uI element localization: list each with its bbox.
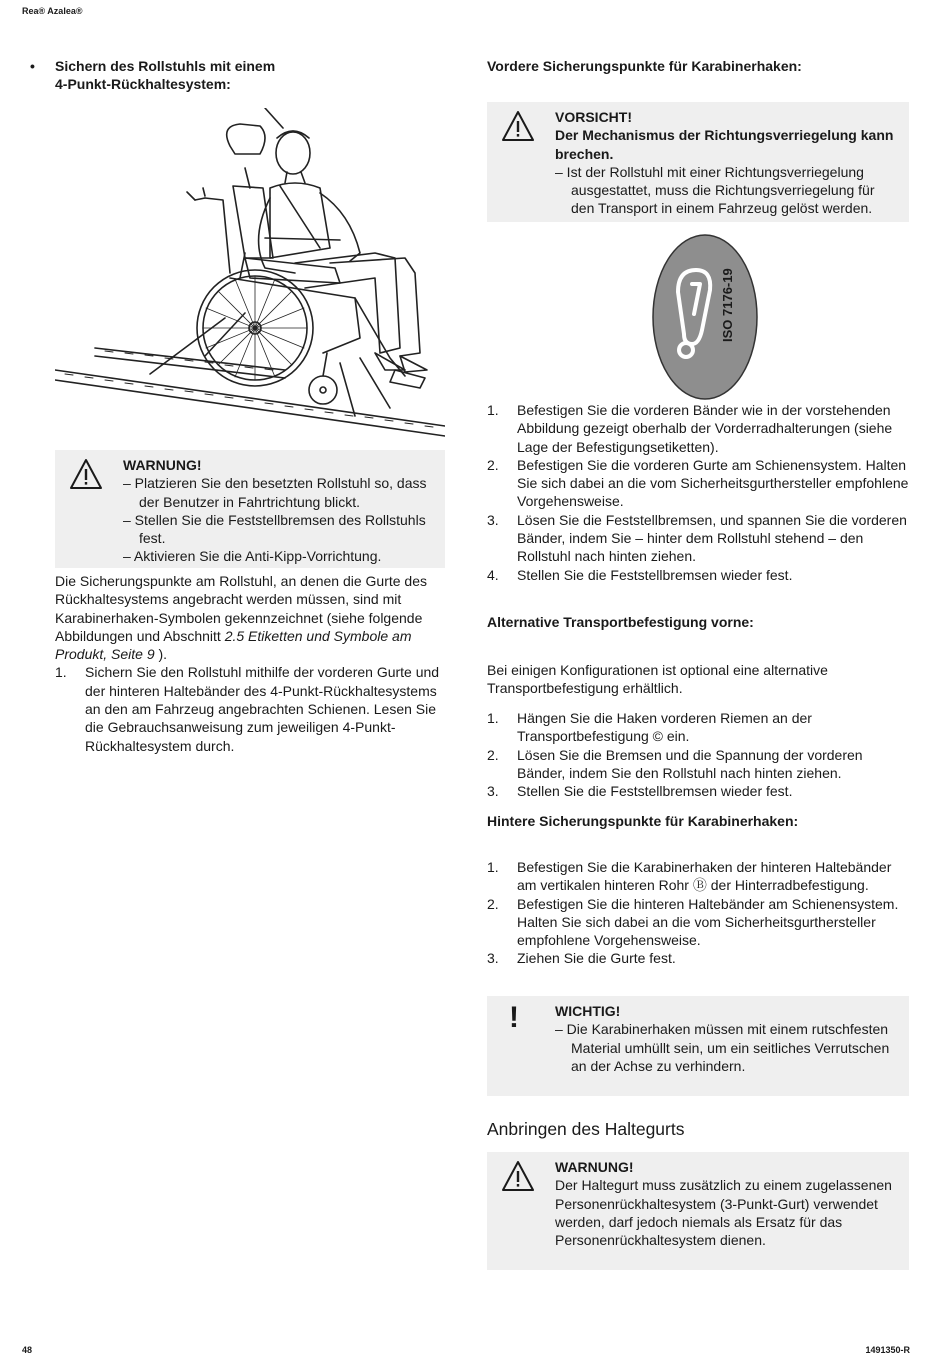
- exclamation-icon: !: [509, 1001, 519, 1034]
- warning-item: – Aktivieren Sie die Anti-Kipp-Vorrichtung.: [123, 548, 382, 565]
- front-points-heading: Vordere Sicherungspunkte für Karabinerhaken:: [487, 58, 802, 74]
- alt-transport-heading: Alternative Transportbefestigung vorne:: [487, 614, 754, 630]
- warning-box-belt: [487, 1152, 909, 1270]
- belt-section-heading: Anbringen des Haltegurts: [487, 1119, 685, 1139]
- bullet-symbol: •: [30, 58, 35, 74]
- warning-item: – Platzieren Sie den besetzten Rollstuhl so, dass der Benutzer in Fahrtrichtung blickt.: [123, 475, 427, 510]
- left-steps-list: [55, 663, 445, 754]
- list-item: 1. Befestigen Sie die Karabinerhaken der hinteren Haltebänder am vertikalen hinteren Rohr Ⓑ der Hinterradbefestigung.: [487, 859, 892, 894]
- warning-triangle-icon: [501, 1160, 535, 1192]
- bullet-title-line-2: 4-Punkt-Rückhaltesystem:: [55, 76, 231, 93]
- front-steps: [487, 401, 909, 584]
- warning-triangle-icon: [69, 458, 103, 490]
- section-reference-link: 2.5 Etiketten und Symbole am Produkt, Seite 9: [55, 627, 412, 663]
- securing-points-paragraph: Die Sicherungspunkte am Rollstuhl, an denen die Gurte des Rückhaltesystems angebracht werden müssen, sind mit Karabinerhaken-Symbolen gekennzeichnet (siehe folgende Abbildungen und Abschnitt 2.5 Etiketten und Symbole am Produkt, Seite 9 ).: [55, 573, 427, 663]
- front-steps-list: [487, 401, 909, 584]
- belt-warning-text: Der Haltegurt muss zusätzlich zu einem zugelassenen Personenrückhaltesystem (3-Punkt-Gurt) verwendet werden, darf jedoch niemals als Ersatz für das Personenrückhaltesystem dienen.: [555, 1177, 892, 1249]
- header-brand: Rea® Azalea®: [22, 6, 83, 16]
- important-title: WICHTIG!: [555, 1003, 621, 1019]
- alt-transport-paragraph: Bei einigen Konfigurationen ist optional eine alternative Transportbefestigung erhältlich.: [487, 662, 828, 697]
- list-item: 4. Stellen Sie die Feststellbremsen wieder fest.: [487, 566, 793, 583]
- important-box: [487, 996, 909, 1096]
- list-item: 1. Hängen Sie die Haken vorderen Riemen an der Transportbefestigung © ein.: [487, 710, 812, 745]
- belt-warning-title: WARNUNG!: [555, 1159, 634, 1175]
- rear-steps-list: [487, 858, 909, 968]
- list-item: 2. Befestigen Sie die vorderen Gurte am Schienensystem. Halten Sie sich dabei an die vom Sicherheitsgurthersteller empfohlene Vorgehensweise.: [487, 456, 909, 510]
- section-bullet-title: [30, 57, 330, 94]
- alt-steps: [487, 709, 909, 800]
- rear-steps: [487, 858, 909, 968]
- list-item: 2. Lösen Sie die Bremsen und die Spannung der vorderen Bänder, indem Sie den Rollstuhl nach hinten ziehen.: [487, 746, 863, 781]
- wheelchair-illustration: [55, 108, 445, 443]
- list-item: 1. Sichern Sie den Rollstuhl mithilfe der vorderen Gurte und der hinteren Haltebänder des 4-Punkt-Rückhaltesystems an den am Fahrzeug angebrachten Schienen. Lesen Sie die Gebrauchsanweisung zum jeweiligen 4-Punkt-Rückhaltesystem durch.: [55, 664, 440, 754]
- caution-item: – Ist der Rollstuhl mit einer Richtungsverriegelung ausgestattet, muss die Richtungsverriegelung für den Transport in einem Fahrzeug gelöst werden.: [555, 163, 875, 217]
- caution-box-direction-lock: [487, 102, 909, 222]
- iso-standard-text: ISO 7176-19: [720, 268, 735, 342]
- warning-title: WARNUNG!: [123, 457, 202, 473]
- document-code: 1491350-R: [865, 1345, 910, 1355]
- list-item: 3. Stellen Sie die Feststellbremsen wieder fest.: [487, 783, 793, 800]
- wheelchair-drawing: [55, 108, 445, 443]
- page-number: 48: [22, 1345, 33, 1355]
- alt-steps-list: [487, 709, 909, 800]
- list-item: 3. Ziehen Sie die Gurte fest.: [487, 950, 676, 967]
- caution-subtitle: Der Mechanismus der Richtungsverriegelung kann brechen.: [555, 127, 894, 162]
- warning-item: – Stellen Sie die Feststellbremsen des Rollstuhls fest.: [123, 511, 426, 547]
- bullet-title-line-1: Sichern des Rollstuhls mit einem: [55, 58, 276, 74]
- caution-triangle-icon: [501, 110, 535, 142]
- list-item: 2. Befestigen Sie die hinteren Haltebänder am Schienensystem. Halten Sie sich dabei an die vom Sicherheitsgurthersteller empfohlene Vorgehensweise.: [487, 895, 899, 949]
- rear-points-heading: Hintere Sicherungspunkte für Karabinerhaken:: [487, 813, 799, 829]
- important-item: – Die Karabinerhaken müssen mit einem rutschfesten Material umhüllt sein, um ein seitliches Verrutschen an der Achse zu verhindern.: [555, 1021, 890, 1074]
- list-item: 1. Befestigen Sie die vorderen Bänder wie in der vorstehenden Abbildung gezeigt oberhalb der Vorderradhalterungen (siehe Lage der Befestigungsetiketten).: [487, 402, 893, 455]
- iso-carabiner-label: [650, 232, 760, 402]
- caution-title: VORSICHT!: [555, 109, 632, 125]
- warning-box-occupant: [55, 450, 445, 568]
- list-item: 3. Lösen Sie die Feststellbremsen, und spannen Sie die vorderen Bänder, indem Sie – hinter dem Rollstuhl stehend – den Rollstuhl nach hinten ziehen.: [487, 511, 907, 565]
- left-paragraph: [55, 572, 445, 755]
